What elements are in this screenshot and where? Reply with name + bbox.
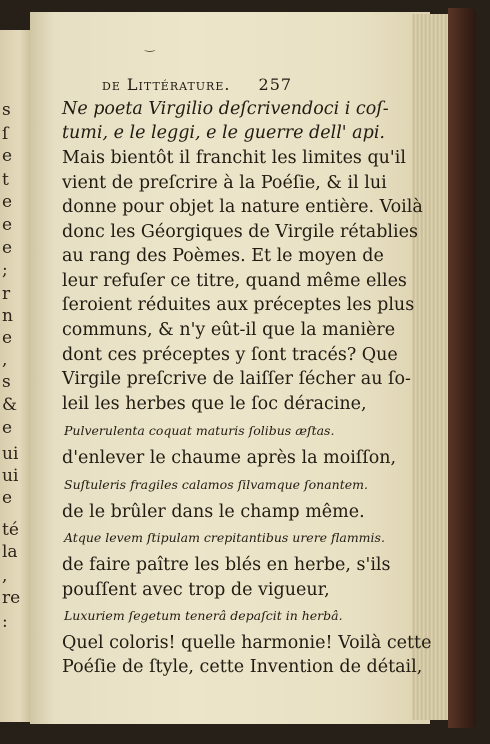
facing-page-fragment: ui: [2, 444, 19, 464]
facing-page-fragment: ,: [2, 566, 8, 586]
text-line: Virgile preſcrive de laiſſer ſécher au ſo-: [62, 369, 411, 389]
running-header-title: de Littérature.: [102, 75, 231, 94]
facing-page-fragment: n: [2, 306, 13, 326]
text-line: leil les herbes que le ſoc déracine,: [62, 394, 367, 414]
facing-page-fragment: la: [2, 542, 18, 562]
text-line: Mais bientôt il franchit les limites qu'il: [62, 148, 406, 168]
facing-page-fragment: e: [2, 146, 13, 166]
facing-page-fragment: té: [2, 520, 19, 540]
text-line: communs, & n'y eût-il que la manière: [62, 320, 396, 340]
text-line: dont ces préceptes y ſont tracés? Que: [62, 345, 398, 365]
text-line: donc les Géorgiques de Virgile rétablies: [62, 222, 418, 242]
facing-page-fragment: s: [2, 100, 11, 120]
facing-page-fragment: r: [2, 284, 11, 304]
facing-page-fragment: s: [2, 372, 11, 392]
facing-page-fragment: t: [2, 170, 9, 190]
book-cover: [448, 8, 476, 728]
latin-quotation-line: Pulverulenta coquat maturis ſolibus æſtas.: [64, 423, 335, 438]
text-line: tumi, e le leggi, e le guerre dell' api.: [62, 123, 385, 143]
text-line: donne pour objet la nature entière. Voilà: [62, 197, 423, 217]
facing-page-fragment: e: [2, 488, 13, 508]
text-line: leur refuſer ce titre, quand même elles: [62, 271, 407, 291]
facing-page-fragment: ſ: [2, 124, 9, 144]
text-line: Quel coloris! quelle harmonie! Voilà cette: [62, 633, 432, 653]
facing-page-fragment: re: [2, 588, 21, 608]
text-line: de le brûler dans le champ même.: [62, 502, 365, 522]
running-header: [102, 75, 292, 94]
text-line: vient de preſcrire à la Poéſie, & il lui: [62, 173, 387, 193]
latin-quotation-line: Suſtuleris fragiles calamos ſilvamque ſonantem.: [64, 477, 368, 492]
facing-page-fragment: &: [2, 395, 18, 415]
facing-page-fragment: :: [2, 612, 8, 632]
facing-page-fragment: e: [2, 238, 13, 258]
text-line: de faire paître les blés en herbe, s'ils: [62, 555, 391, 575]
facing-page-fragment: ;: [2, 260, 8, 280]
text-line: ſeroient réduites aux préceptes les plus: [62, 295, 415, 315]
facing-page-fragment: e: [2, 215, 13, 235]
text-line: pouſſent avec trop de vigueur,: [62, 580, 330, 600]
facing-page-fragment: ,: [2, 350, 8, 370]
facing-page-fragment: e: [2, 328, 13, 348]
text-line: au rang des Poèmes. Et le moyen de: [62, 246, 384, 266]
page-mark: ‿: [145, 38, 155, 52]
text-line: Ne poeta Virgilio deſcrivendoci i coſ-: [62, 99, 389, 119]
page-stack-edge: [412, 14, 452, 720]
page-number: 257: [258, 75, 293, 94]
text-line: d'enlever le chaume après la moiſſon,: [62, 448, 397, 468]
facing-page-fragment: e: [2, 192, 13, 212]
text-line: Poéſie de ſtyle, cette Invention de détail,: [62, 657, 423, 677]
latin-quotation-line: Atque levem ſtipulam crepitantibus urere flammis.: [64, 530, 385, 545]
latin-quotation-line: Luxuriem ſegetum tenerâ depaſcit in herbâ.: [64, 608, 343, 623]
facing-page-fragment: e: [2, 418, 13, 438]
facing-page-fragment: ui: [2, 466, 19, 486]
